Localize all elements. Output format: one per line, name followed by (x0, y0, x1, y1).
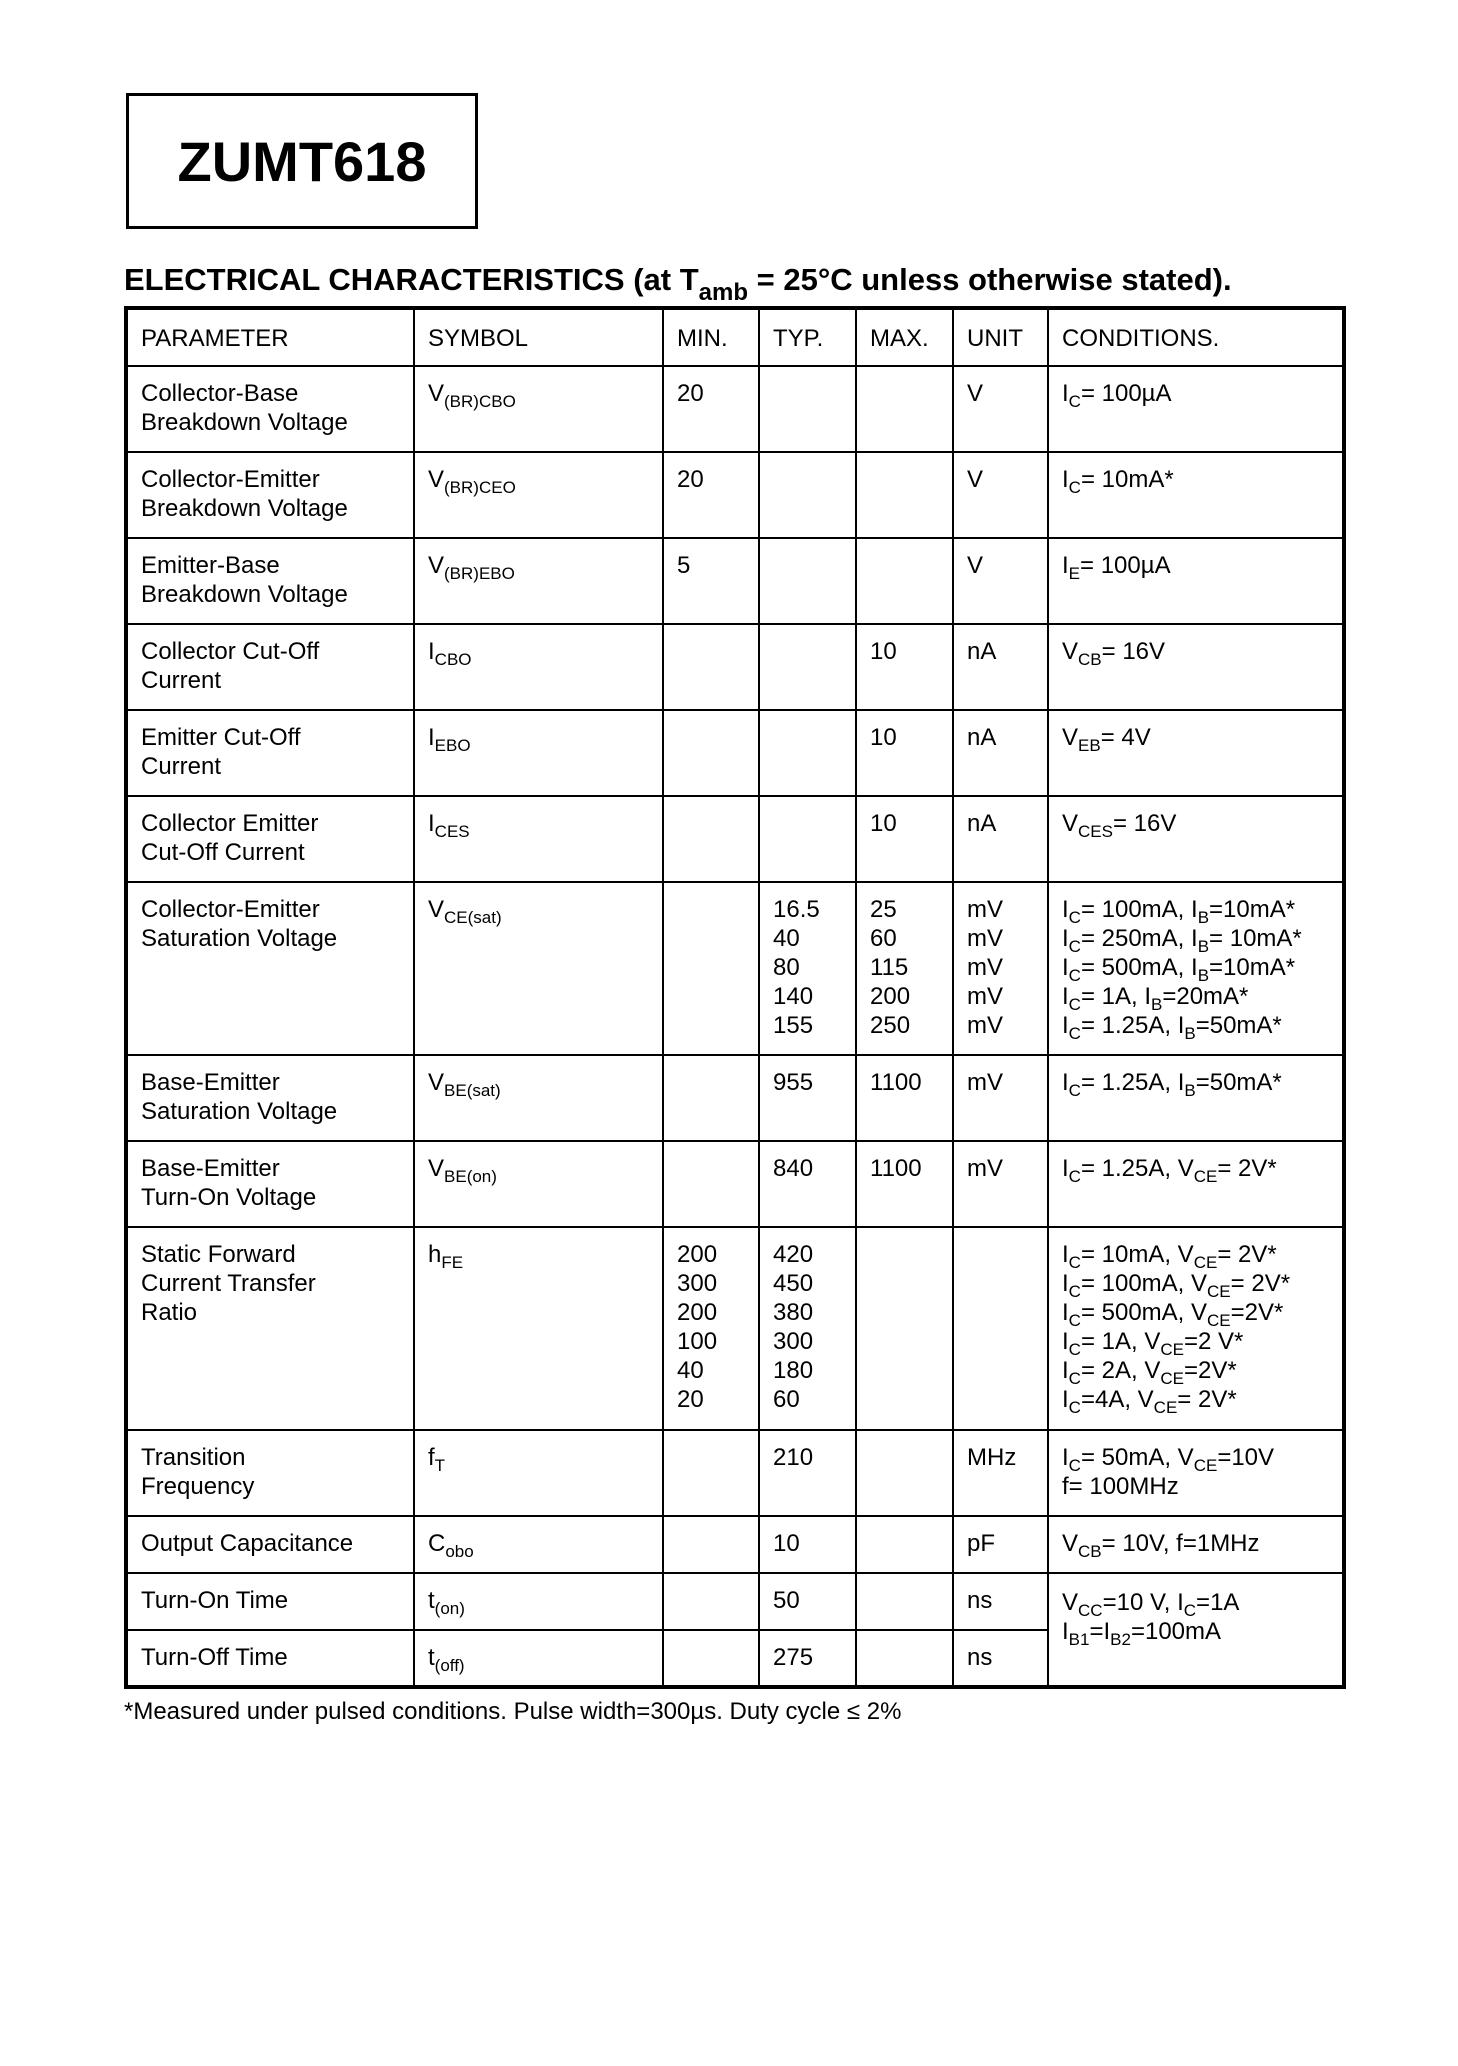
conditions-cell (1048, 1573, 1344, 1687)
condition-text: =10V (1217, 1444, 1275, 1471)
typ-cell: 275 (759, 1630, 856, 1687)
conditions-cell (1048, 624, 1344, 710)
symbol-cell (414, 538, 663, 624)
symbol-cell (414, 1430, 663, 1516)
condition-text: = 1A, V (1080, 1328, 1161, 1355)
condition-line (1062, 1154, 1330, 1186)
condition-subscript: C (1068, 1369, 1081, 1388)
symbol-subscript: FE (441, 1253, 464, 1272)
table-row (126, 538, 1344, 624)
condition-text: =10mA* (1209, 954, 1296, 981)
condition-subscript: CC (1078, 1601, 1103, 1620)
condition-text: I (1062, 1069, 1069, 1096)
min-cell (663, 1430, 759, 1516)
condition-text: = 10mA* (1080, 466, 1174, 493)
parameter-cell: Collector-Emitter Breakdown Voltage (126, 452, 414, 538)
min-cell: 200 300 200 100 40 20 (663, 1227, 759, 1430)
condition-text: = 2V* (1217, 1241, 1277, 1268)
condition-text: =4A, V (1080, 1386, 1154, 1413)
parameter-cell: Emitter Cut-Off Current (126, 710, 414, 796)
symbol-cell (414, 624, 663, 710)
condition-subscript: CE (1193, 1167, 1218, 1186)
condition-line (1062, 637, 1330, 669)
unit-cell: nA (953, 710, 1048, 796)
max-cell (856, 1430, 953, 1516)
condition-subscript: EB (1078, 736, 1101, 755)
symbol-subscript: obo (445, 1542, 474, 1561)
typ-cell (759, 366, 856, 452)
symbol-main: I (428, 638, 435, 665)
symbol-subscript: CE(sat) (444, 908, 502, 927)
condition-subscript: E (1068, 564, 1081, 583)
parameter-cell: Collector-Base Breakdown Voltage (126, 366, 414, 452)
condition-subscript: B (1197, 937, 1210, 956)
symbol-cell (414, 796, 663, 882)
condition-text: I (1062, 552, 1069, 579)
condition-line (1062, 551, 1330, 583)
symbol-main: V (428, 1069, 445, 1096)
parameter-cell: Output Capacitance (126, 1516, 414, 1573)
unit-cell: ns (953, 1630, 1048, 1687)
table-body (126, 366, 1344, 1687)
symbol-main: I (428, 810, 435, 837)
condition-line (1062, 1327, 1330, 1359)
condition-line (1062, 924, 1330, 956)
condition-text: =20mA* (1162, 983, 1249, 1010)
condition-text: I (1062, 1618, 1069, 1645)
symbol-subscript: BE(sat) (444, 1081, 501, 1100)
condition-subscript: CE (1193, 1253, 1218, 1272)
max-cell (856, 1516, 953, 1573)
condition-text: I (1062, 954, 1069, 981)
condition-line (1062, 809, 1330, 841)
condition-text: = 4V (1100, 724, 1151, 751)
header-symbol: SYMBOL (414, 308, 663, 366)
header-conditions: CONDITIONS. (1048, 308, 1344, 366)
unit-cell: mV (953, 1141, 1048, 1227)
condition-line (1062, 465, 1330, 497)
condition-text: V (1062, 638, 1079, 665)
condition-subscript: CES (1078, 822, 1113, 841)
condition-subscript: CE (1207, 1311, 1231, 1330)
max-cell (856, 366, 953, 452)
unit-cell: ns (953, 1573, 1048, 1630)
condition-line (1062, 1617, 1330, 1649)
condition-text: = 2V* (1230, 1270, 1291, 1297)
condition-text: = 100µA (1080, 380, 1172, 407)
condition-subscript: C (1068, 1311, 1081, 1330)
symbol-main: t (428, 1587, 435, 1614)
condition-text: I (1062, 983, 1069, 1010)
conditions-cell (1048, 1141, 1344, 1227)
symbol-cell (414, 1055, 663, 1141)
condition-line (1062, 723, 1330, 755)
condition-text: I (1062, 380, 1069, 407)
condition-line (1062, 953, 1330, 985)
conditions-cell (1048, 538, 1344, 624)
condition-text: I (1062, 1386, 1069, 1413)
condition-subscript: C (1183, 1601, 1197, 1620)
condition-subscript: B (1197, 966, 1210, 985)
condition-text: =50mA* (1195, 1012, 1282, 1039)
max-cell: 10 (856, 710, 953, 796)
header-parameter: PARAMETER (126, 308, 414, 366)
condition-subscript: CE (1160, 1369, 1184, 1388)
section-heading (124, 262, 1364, 307)
footnote: *Measured under pulsed conditions. Pulse width=300µs. Duty cycle ≤ 2% (124, 1698, 902, 1725)
table-row (126, 1055, 1344, 1141)
typ-cell (759, 452, 856, 538)
condition-line (1062, 1588, 1330, 1620)
symbol-main: I (428, 724, 435, 751)
condition-subscript: CB (1078, 1542, 1102, 1561)
condition-text: = 10mA* (1209, 925, 1302, 952)
min-cell (663, 710, 759, 796)
symbol-subscript: CBO (434, 650, 472, 669)
header-unit: UNIT (953, 308, 1048, 366)
condition-text: =2V* (1230, 1299, 1284, 1326)
condition-subscript: CE (1160, 1340, 1184, 1359)
symbol-cell (414, 1227, 663, 1430)
table-row (126, 1430, 1344, 1516)
condition-text: =10 V, I (1102, 1589, 1184, 1616)
symbol-subscript: (on) (434, 1599, 465, 1618)
condition-text: I (1062, 925, 1069, 952)
min-cell: 5 (663, 538, 759, 624)
condition-text: = 10mA, V (1080, 1241, 1194, 1268)
parameter-cell: Base-Emitter Turn-On Voltage (126, 1141, 414, 1227)
symbol-subscript: (BR)EBO (444, 564, 515, 583)
condition-line (1062, 1356, 1330, 1388)
symbol-main: V (428, 552, 445, 579)
conditions-cell (1048, 1430, 1344, 1516)
electrical-characteristics-table (124, 306, 1346, 1689)
condition-subscript: B (1197, 908, 1210, 927)
typ-cell: 16.5 40 80 140 155 (759, 882, 856, 1055)
condition-text: I (1062, 1241, 1069, 1268)
condition-text: = 1.25A, I (1080, 1012, 1185, 1039)
condition-text: I (1062, 466, 1069, 493)
condition-line (1062, 895, 1330, 927)
condition-subscript: C (1068, 1340, 1081, 1359)
condition-text: = 2V* (1177, 1386, 1237, 1413)
typ-cell (759, 710, 856, 796)
max-cell: 10 (856, 624, 953, 710)
condition-subscript: B1 (1068, 1630, 1090, 1649)
condition-subscript: B (1151, 995, 1163, 1014)
condition-subscript: C (1068, 1456, 1081, 1475)
symbol-main: C (428, 1530, 446, 1557)
condition-subscript: C (1068, 1081, 1081, 1100)
condition-text: = 250mA, I (1080, 925, 1198, 952)
symbol-main: h (428, 1241, 442, 1268)
table-row (126, 452, 1344, 538)
max-cell: 10 (856, 796, 953, 882)
condition-subscript: CE (1153, 1398, 1178, 1417)
table-row (126, 1227, 1344, 1430)
condition-line (1062, 1269, 1330, 1301)
condition-text: = 1.25A, I (1080, 1069, 1185, 1096)
condition-subscript: C (1068, 995, 1081, 1014)
min-cell (663, 1055, 759, 1141)
symbol-cell (414, 452, 663, 538)
condition-subscript: C (1068, 1282, 1081, 1301)
condition-text: = 100mA, I (1080, 896, 1198, 923)
condition-line (1062, 1443, 1330, 1475)
unit-cell: V (953, 366, 1048, 452)
condition-line (1062, 1529, 1330, 1561)
table-row (126, 624, 1344, 710)
condition-text: =2 V* (1183, 1328, 1244, 1355)
condition-subscript: C (1068, 1167, 1081, 1186)
conditions-cell (1048, 366, 1344, 452)
condition-text: =2V* (1183, 1357, 1237, 1384)
min-cell (663, 624, 759, 710)
conditions-cell (1048, 1227, 1344, 1430)
table-row (126, 366, 1344, 452)
condition-text: = 500mA, I (1080, 954, 1198, 981)
min-cell (663, 882, 759, 1055)
symbol-main: V (428, 380, 445, 407)
min-cell (663, 1630, 759, 1687)
condition-line (1062, 379, 1330, 411)
max-cell: 25 60 115 200 250 (856, 882, 953, 1055)
condition-text: V (1062, 724, 1079, 751)
condition-line (1062, 1298, 1330, 1330)
condition-text: I (1062, 1270, 1069, 1297)
parameter-cell: Turn-On Time (126, 1573, 414, 1630)
condition-text: = 2A, V (1080, 1357, 1161, 1384)
typ-cell: 420 450 380 300 180 60 (759, 1227, 856, 1430)
parameter-cell: Collector Cut-Off Current (126, 624, 414, 710)
symbol-cell (414, 710, 663, 796)
condition-text: = 2V* (1217, 1155, 1277, 1182)
condition-text: I (1062, 1328, 1069, 1355)
table-row (126, 882, 1344, 1055)
symbol-cell (414, 1516, 663, 1573)
symbol-cell (414, 366, 663, 452)
condition-text: I (1062, 1012, 1069, 1039)
typ-cell: 210 (759, 1430, 856, 1516)
condition-text: I (1062, 1357, 1069, 1384)
condition-subscript: C (1068, 478, 1081, 497)
symbol-main: V (428, 466, 445, 493)
condition-subscript: C (1068, 908, 1081, 927)
symbol-subscript: (off) (434, 1656, 465, 1675)
symbol-main: f (428, 1444, 435, 1471)
typ-cell: 50 (759, 1573, 856, 1630)
table-row (126, 796, 1344, 882)
parameter-cell: Static Forward Current Transfer Ratio (126, 1227, 414, 1430)
condition-text: I (1062, 1155, 1069, 1182)
conditions-cell (1048, 796, 1344, 882)
symbol-subscript: BE(on) (444, 1167, 497, 1186)
condition-subscript: CE (1193, 1456, 1218, 1475)
table-row (126, 1573, 1344, 1630)
symbol-cell (414, 882, 663, 1055)
min-cell (663, 1573, 759, 1630)
parameter-cell: Base-Emitter Saturation Voltage (126, 1055, 414, 1141)
condition-text: =50mA* (1195, 1069, 1282, 1096)
condition-line (1062, 982, 1330, 1014)
condition-text: I (1062, 896, 1069, 923)
min-cell: 20 (663, 452, 759, 538)
condition-text: I (1062, 1444, 1069, 1471)
heading-subscript: amb (698, 279, 749, 306)
parameter-cell: Transition Frequency (126, 1430, 414, 1516)
conditions-cell (1048, 1055, 1344, 1141)
min-cell: 20 (663, 366, 759, 452)
unit-cell: MHz (953, 1430, 1048, 1516)
table-row (126, 710, 1344, 796)
condition-text: = 10V, f=1MHz (1101, 1530, 1260, 1557)
condition-line (1062, 1385, 1330, 1417)
symbol-cell (414, 1630, 663, 1687)
condition-line (1062, 1068, 1330, 1100)
condition-subscript: C (1068, 1398, 1081, 1417)
unit-cell (953, 1227, 1048, 1430)
typ-cell (759, 796, 856, 882)
typ-cell: 955 (759, 1055, 856, 1141)
table-header-row (126, 308, 1344, 366)
unit-cell: mV mV mV mV mV (953, 882, 1048, 1055)
conditions-cell (1048, 452, 1344, 538)
condition-text: = 16V (1101, 638, 1166, 665)
condition-subscript: CB (1078, 650, 1102, 669)
condition-subscript: C (1068, 1253, 1081, 1272)
unit-cell: V (953, 452, 1048, 538)
conditions-cell (1048, 710, 1344, 796)
condition-subscript: CE (1207, 1282, 1231, 1301)
condition-line (1062, 1240, 1330, 1272)
max-cell (856, 538, 953, 624)
condition-text: = 16V (1112, 810, 1177, 837)
parameter-cell: Emitter-Base Breakdown Voltage (126, 538, 414, 624)
condition-line (1062, 1011, 1330, 1043)
condition-text: = 100µA (1080, 552, 1171, 579)
condition-text: = 1.25A, V (1080, 1155, 1194, 1182)
symbol-subscript: T (434, 1456, 446, 1475)
condition-text: V (1062, 810, 1079, 837)
condition-subscript: B (1184, 1081, 1196, 1100)
typ-cell (759, 624, 856, 710)
unit-cell: pF (953, 1516, 1048, 1573)
condition-text: f= 100MHz (1062, 1473, 1179, 1500)
parameter-cell: Collector Emitter Cut-Off Current (126, 796, 414, 882)
unit-cell: nA (953, 796, 1048, 882)
symbol-cell (414, 1573, 663, 1630)
condition-subscript: C (1068, 1024, 1081, 1043)
parameter-cell: Turn-Off Time (126, 1630, 414, 1687)
condition-subscript: B2 (1110, 1630, 1131, 1649)
condition-text: V (1062, 1589, 1079, 1616)
symbol-cell (414, 1141, 663, 1227)
condition-text: = 50mA, V (1080, 1444, 1194, 1471)
condition-text: = 100mA, V (1080, 1270, 1208, 1297)
min-cell (663, 1516, 759, 1573)
condition-subscript: C (1068, 392, 1081, 411)
typ-cell (759, 538, 856, 624)
header-typ: TYP. (759, 308, 856, 366)
condition-subscript: C (1068, 966, 1081, 985)
table-row (126, 1141, 1344, 1227)
symbol-subscript: EBO (434, 736, 471, 755)
part-number-box (126, 93, 478, 229)
condition-subscript: B (1184, 1024, 1196, 1043)
condition-text: V (1062, 1530, 1079, 1557)
max-cell (856, 1630, 953, 1687)
symbol-main: V (428, 896, 445, 923)
condition-text: =1A (1196, 1589, 1240, 1616)
header-max: MAX. (856, 308, 953, 366)
min-cell (663, 796, 759, 882)
part-number: ZUMT618 (177, 129, 427, 193)
condition-text: = 500mA, V (1080, 1299, 1208, 1326)
typ-cell: 10 (759, 1516, 856, 1573)
typ-cell: 840 (759, 1141, 856, 1227)
conditions-cell (1048, 882, 1344, 1055)
symbol-subscript: CES (434, 822, 470, 841)
condition-text: I (1062, 1299, 1069, 1326)
min-cell (663, 1141, 759, 1227)
unit-cell: V (953, 538, 1048, 624)
symbol-main: V (428, 1155, 445, 1182)
max-cell (856, 1573, 953, 1630)
heading-suffix: = 25°C unless otherwise stated). (748, 262, 1232, 297)
max-cell (856, 452, 953, 538)
symbol-main: t (428, 1644, 435, 1671)
unit-cell: nA (953, 624, 1048, 710)
condition-line (1062, 1472, 1330, 1501)
condition-text: =I (1089, 1618, 1111, 1645)
condition-text: =10mA* (1209, 896, 1296, 923)
symbol-subscript: (BR)CEO (444, 478, 516, 497)
conditions-cell (1048, 1516, 1344, 1573)
max-cell (856, 1227, 953, 1430)
condition-text: =100mA (1130, 1618, 1222, 1645)
unit-cell: mV (953, 1055, 1048, 1141)
condition-subscript: C (1068, 937, 1081, 956)
parameter-cell: Collector-Emitter Saturation Voltage (126, 882, 414, 1055)
symbol-subscript: (BR)CBO (444, 392, 516, 411)
header-min: MIN. (663, 308, 759, 366)
max-cell: 1100 (856, 1055, 953, 1141)
heading-prefix: ELECTRICAL CHARACTERISTICS (at T (124, 262, 699, 297)
table-row (126, 1516, 1344, 1573)
condition-text: = 1A, I (1080, 983, 1151, 1010)
max-cell: 1100 (856, 1141, 953, 1227)
